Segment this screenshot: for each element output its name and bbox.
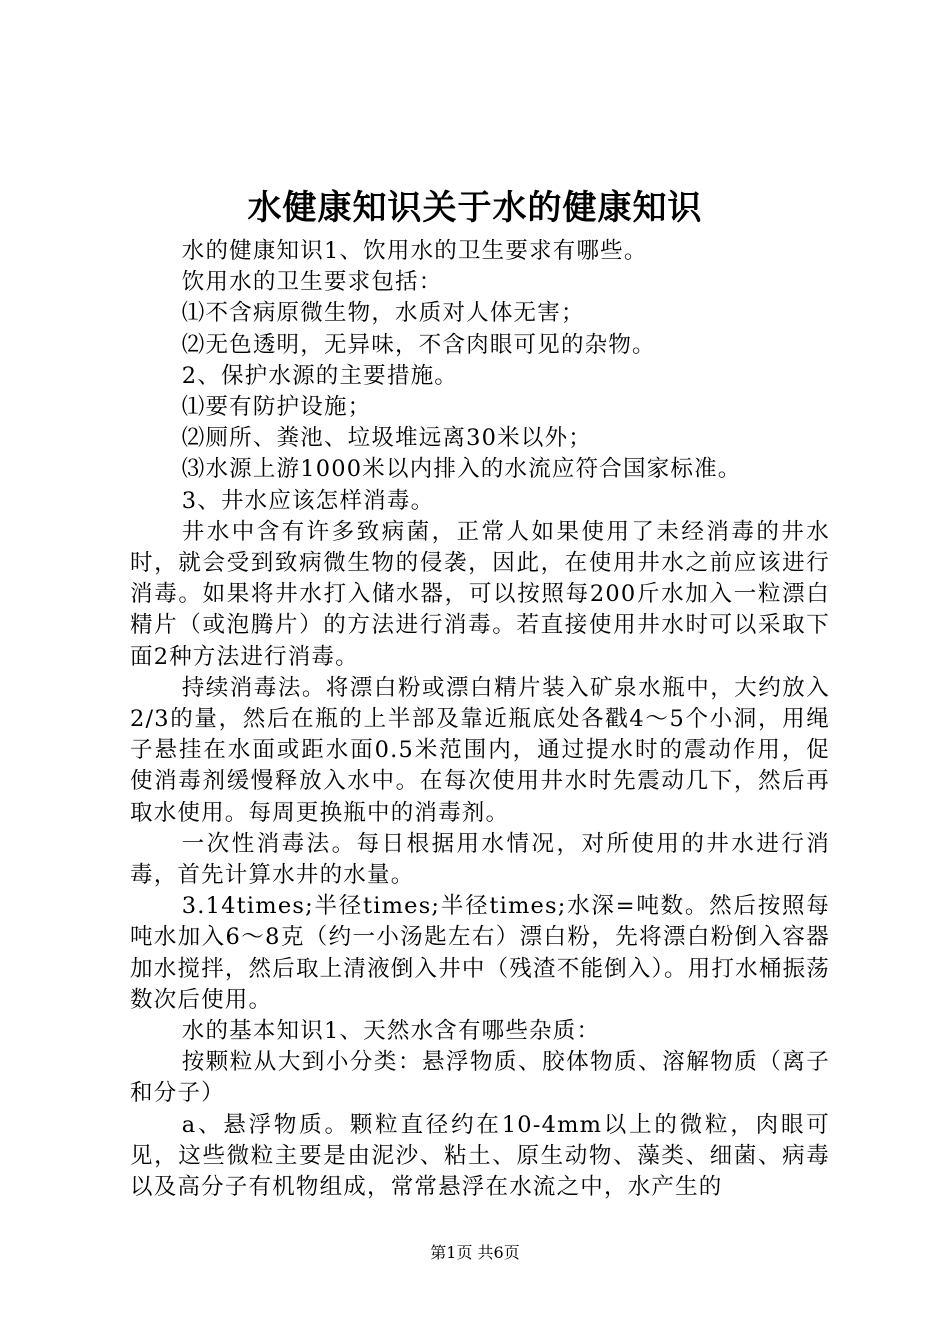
paragraph: 2、保护水源的主要措施。 [181,362,458,389]
document-title: 水健康知识关于水的健康知识 [247,188,703,228]
paragraph: 水的基本知识1、天然水含有哪些杂质： [181,1018,601,1045]
paragraph: 井水中含有许多致病菌，正常人如果使用了未经消毒的井水时，就会受到致病微生物的侵袭，因此，在使用井水之前应该进行消毒。如果将井水打入储水器，可以按照每200斤水加入一粒漂白精片（或泡腾片）的方法进行消毒。若直接使用井水时可以采取下面2种方法进行消毒。 [130,518,830,670]
paragraph: ⑵厕所、粪池、垃圾堆远离30米以外； [181,425,592,452]
paragraph: 按颗粒从大到小分类：悬浮物质、胶体物质、溶解物质（离子和分子） [130,1049,830,1107]
paragraph: 持续消毒法。将漂白粉或漂白精片装入矿泉水瓶中，大约放入2/3的量，然后在瓶的上半部及靠近瓶底处各戳4～5个小洞，用绳子悬挂在水面或距水面0.5米范围内，通过提水时的震动作用，促使消毒剂缓慢释放入水中。在每次使用井水时先震动几下，然后再取水使用。每周更换瓶中的消毒剂。 [130,674,830,826]
page-number: 第1页 共6页 [430,1243,520,1262]
paragraph: 3、井水应该怎样消毒。 [181,487,435,514]
paragraph: ⑵无色透明，无异味，不含肉眼可见的杂物。 [181,331,656,358]
paragraph: a、悬浮物质。颗粒直径约在10-4mm以上的微粒，肉眼可见，这些微粒主要是由泥沙、粘土、原生动物、藻类、细菌、病毒以及高分子有机物组成，常常悬浮在水流之中，水产生的 [130,1111,830,1201]
paragraph: 一次性消毒法。每日根据用水情况，对所使用的井水进行消毒，首先计算水井的水量。 [130,830,830,889]
paragraph: ⑴要有防护设施； [181,394,372,421]
paragraph: 水的健康知识1、饮用水的卫生要求有哪些。 [181,238,648,264]
document-body [130,236,830,1203]
paragraph: ⑶水源上游1000米以内排入的水流应符合国家标准。 [181,456,742,483]
paragraph: 饮用水的卫生要求包括： [181,269,443,296]
paragraph: 3.14times;半径times;半径times;水深=吨数。然后按照每吨水加入6～8克（约一小汤匙左右）漂白粉，先将漂白粉倒入容器加水搅拌，然后取上清液倒入井中（残渣不能倒入）。用打水桶振荡数次后使用。 [130,893,830,1013]
paragraph: ⑴不含病原微生物，水质对人体无害； [181,300,585,327]
